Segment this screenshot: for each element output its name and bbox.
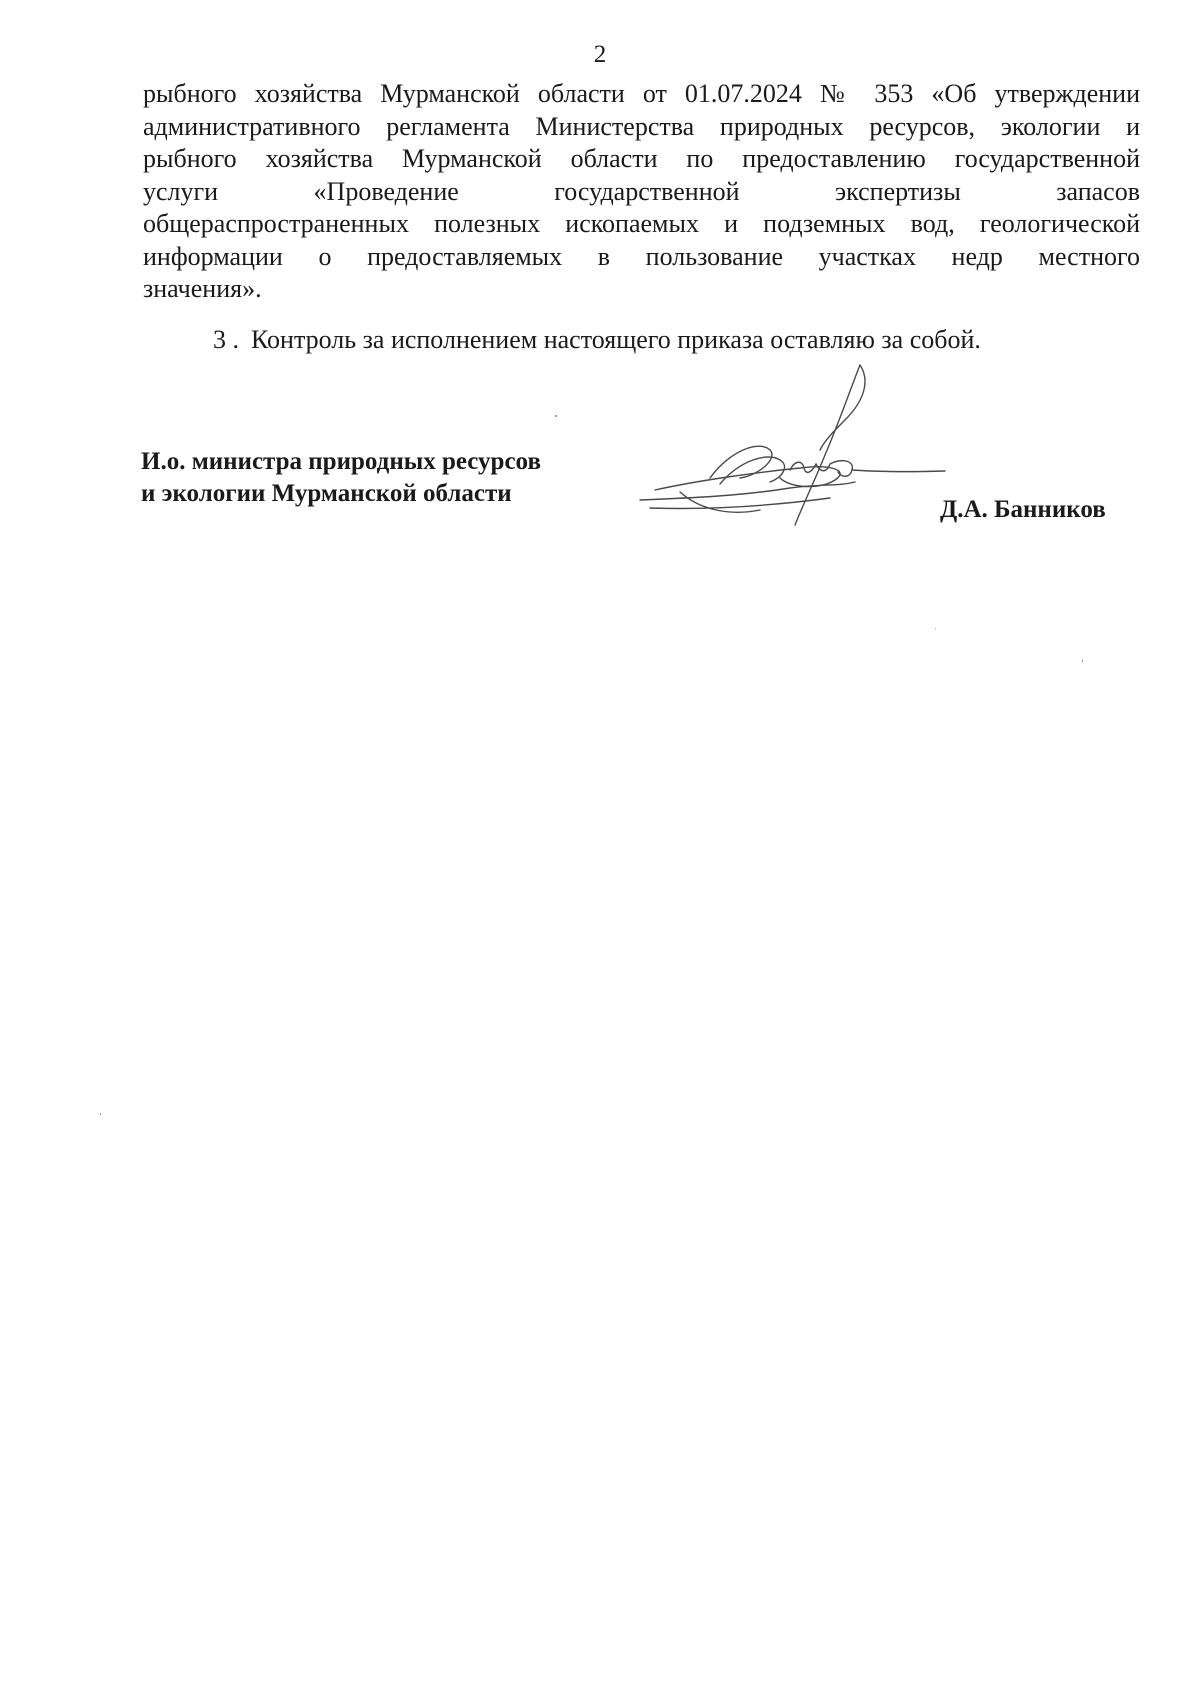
paragraph-line-6: информации о предоставляемых в пользование участках недр местного bbox=[143, 241, 1140, 271]
signatory-position-line-2: и экологии Мурманской области bbox=[141, 480, 512, 507]
scan-speck bbox=[100, 1113, 101, 1115]
paragraph-line-7: значения». bbox=[143, 274, 262, 303]
paragraph-line-1: рыбного хозяйства Мурманской области от 01.07.2024 № 353 «Об утверждении bbox=[143, 79, 1140, 108]
paragraph-continuation bbox=[143, 78, 1140, 306]
signatory-name: Д.А. Банников bbox=[940, 496, 1106, 523]
paragraph-line-4: услуги «Проведение государственной экспертизы запасов bbox=[143, 176, 1140, 206]
paragraph-line-5: общераспространенных полезных ископаемых и подземных вод, геологической bbox=[143, 209, 1140, 238]
handwritten-signature bbox=[620, 360, 950, 530]
item-3-number: 3 . bbox=[213, 325, 239, 354]
item-3 bbox=[213, 324, 981, 356]
item-3-text: Контроль за исполнением настоящего приказа оставляю за собой. bbox=[251, 325, 981, 354]
signatory-position bbox=[141, 446, 541, 510]
scan-speck bbox=[1082, 660, 1083, 662]
signatory-position-line-1: И.о. министра природных ресурсов bbox=[141, 448, 541, 475]
scan-speck bbox=[935, 628, 936, 629]
page-number: 2 bbox=[593, 41, 607, 68]
paragraph-line-2: административного регламента Министерства природных ресурсов, экологии и bbox=[143, 111, 1140, 141]
paragraph-line-3: рыбного хозяйства Мурманской области по предоставлению государственной bbox=[143, 144, 1140, 173]
scan-speck bbox=[555, 415, 557, 417]
